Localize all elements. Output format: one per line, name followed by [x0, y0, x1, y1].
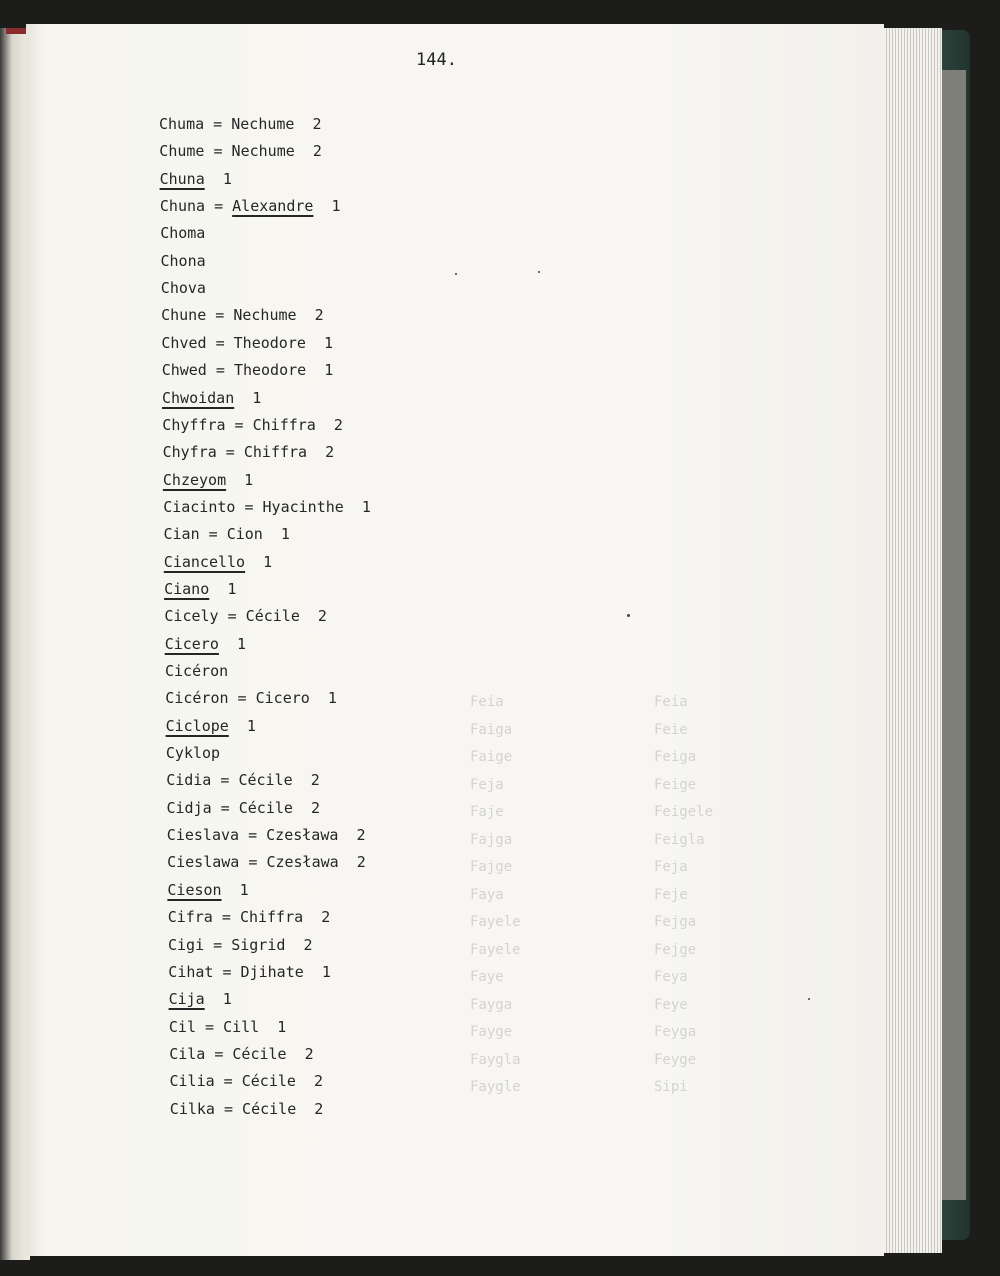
entry-name: Ciano [164, 579, 210, 598]
entry-count: 1 [246, 716, 256, 735]
index-entry [160, 223, 205, 243]
entry-equivalent: Chiffra [243, 443, 308, 462]
bleed-through-word: Faje [470, 804, 504, 820]
entry-count: 2 [314, 1072, 324, 1091]
ink-speck [808, 998, 810, 1000]
entry-equivalent: Nechume [233, 306, 297, 325]
entry-count: 1 [327, 689, 337, 708]
entry-name: Cicero [164, 634, 219, 653]
index-entry: Cifra = Chiffra 2 [167, 908, 331, 927]
entry-name: Chume [159, 142, 205, 161]
entry-name: Cilia [169, 1072, 215, 1091]
entry-equivalent: Hyacinthe [262, 497, 344, 516]
entry-count: 2 [314, 306, 324, 325]
bleed-through-word: Feja [654, 859, 688, 875]
bleed-through-word: Feye [654, 996, 688, 1013]
entry-equivalent: Nechume [231, 115, 295, 133]
entry-count: 2 [304, 1044, 314, 1063]
index-entry: Cian = Cion 1 [163, 525, 290, 544]
index-entry: Cigi = Sigrid 2 [168, 935, 313, 954]
index-entry [162, 388, 261, 408]
index-entry: Chwed = Theodore 1 [161, 361, 334, 380]
entry-count: 1 [361, 497, 371, 516]
index-entry: Chuna = Alexandre 1 [159, 197, 341, 216]
entry-name: Cieson [167, 880, 222, 899]
bleed-through-word: Fejga [654, 914, 697, 930]
bleed-through-word: Feyge [654, 1051, 697, 1068]
entry-name: Chune [161, 306, 207, 325]
bleed-through-word: Fejge [654, 941, 697, 958]
entry-equivalent: Theodore [233, 333, 306, 352]
index-entry [160, 169, 232, 189]
entry-name: Chyffra [162, 415, 226, 434]
index-entry: Cihat = Djihate 1 [168, 962, 331, 981]
bleed-through-word: Faiga [470, 721, 513, 738]
entry-count: 1 [244, 470, 254, 489]
index-entry: Chyffra = Chiffra 2 [162, 415, 343, 434]
index-entry: Cieslawa = Czesława 2 [167, 853, 366, 872]
entry-count: 1 [222, 169, 232, 188]
entry-name: Cicely [164, 607, 219, 626]
index-entry: Cidja = Cécile 2 [166, 798, 321, 817]
entry-equivalent: Alexandre [232, 197, 314, 216]
entry-name: Cidja [166, 798, 212, 817]
index-entry [166, 716, 256, 736]
index-entry: Ciacinto = Hyacinthe 1 [163, 497, 371, 516]
page-number: 144. [416, 50, 457, 70]
bleed-through-word: Sipi [654, 1079, 688, 1095]
index-entry [166, 743, 220, 763]
entry-name: Cifra [167, 908, 213, 927]
entry-count: 2 [312, 142, 322, 161]
ink-speck [538, 271, 540, 273]
entry-count: 2 [314, 1099, 324, 1118]
bleed-through-word: Fajge [470, 859, 513, 875]
index-entry: Cieslava = Czesława 2 [166, 826, 366, 845]
index-entry: Cilia = Cécile 2 [169, 1072, 324, 1091]
entry-count: 2 [356, 853, 366, 872]
entry-name: Chyfra [162, 443, 217, 462]
entry-name: Chwed [161, 361, 207, 380]
index-entry: Cicely = Cécile 2 [164, 607, 327, 626]
bleed-through-word: Fayge [470, 1024, 513, 1040]
index-entry: Cidia = Cécile 2 [166, 771, 320, 790]
entry-name: Cicéron [165, 689, 229, 708]
index-entry [161, 278, 206, 298]
entry-equivalent: Nechume [231, 142, 295, 161]
index-entry [167, 880, 248, 900]
entry-count: 1 [252, 388, 262, 407]
entry-name: Chuna [159, 169, 205, 188]
index-entry: Chved = Theodore 1 [161, 333, 333, 352]
index-entry [164, 579, 236, 599]
entry-count: 2 [333, 415, 343, 434]
entry-equivalent: Chiffra [239, 908, 304, 927]
entry-name: Chved [161, 333, 207, 352]
entry-name: Cian [163, 525, 200, 544]
bleed-through-word: Faya [470, 886, 504, 903]
index-entry: Cila = Cécile 2 [169, 1044, 314, 1063]
entry-name: Chuma [159, 115, 205, 133]
entry-name: Cidia [166, 771, 212, 790]
index-entry [163, 470, 253, 490]
bleed-through-word: Faygla [470, 1051, 521, 1068]
bleed-through-word: Feja [470, 776, 504, 793]
index-entry [161, 251, 206, 271]
entry-count: 1 [323, 333, 333, 352]
index-entry: Cicéron = Cicero 1 [165, 689, 337, 708]
ink-speck [455, 273, 457, 275]
entry-count: 2 [311, 798, 321, 817]
bleed-through-word: Feigla [654, 831, 705, 848]
entry-count: 2 [356, 826, 366, 845]
bleed-through-word: Feya [654, 969, 688, 985]
entry-equivalent: Czesława [266, 853, 339, 872]
entry-equivalent: Chiffra [252, 415, 316, 434]
entry-equivalent: Cécile [245, 607, 300, 626]
entry-name: Ciacinto [163, 497, 236, 516]
bleed-through-word: Fajga [470, 831, 513, 848]
entry-equivalent: Cill [223, 1017, 260, 1036]
bleed-through-word: Feige [654, 776, 697, 793]
entry-count: 2 [303, 935, 313, 954]
bleed-through-word: Feiga [654, 749, 697, 765]
bleed-through-word: Fayga [470, 996, 513, 1013]
entry-count: 2 [321, 908, 331, 927]
entry-name: Cieslawa [167, 853, 240, 872]
entry-name: Cihat [168, 962, 214, 981]
entry-equivalent: Sigrid [231, 935, 286, 954]
index-entry [165, 634, 246, 654]
bleed-through-word: Faye [470, 969, 504, 985]
index-entry [169, 989, 232, 1009]
entry-name: Chzeyom [162, 470, 227, 489]
index-entry: Chyfra = Chiffra 2 [162, 443, 335, 462]
entry-equivalent: Czesława [266, 826, 339, 845]
entry-name: Cicéron [165, 662, 229, 680]
index-entry: Chuma = Nechume 2 [159, 115, 322, 133]
entry-equivalent: Cécile [241, 1072, 296, 1091]
entry-equivalent: Cécile [232, 1044, 287, 1063]
index-entry: Cil = Cill 1 [168, 1017, 287, 1036]
entry-equivalent: Cécile [238, 771, 293, 790]
index-entry: Chume = Nechume 2 [159, 142, 322, 161]
entry-name: Cija [168, 990, 205, 1009]
entry-name: Chona [160, 251, 206, 270]
index-entry [165, 661, 228, 681]
bleed-through-word: Feje [654, 886, 688, 903]
bleed-through-word: Fayele [470, 914, 521, 930]
bleed-through-word: Fayele [470, 941, 521, 958]
entry-equivalent: Cécile [242, 1099, 297, 1118]
entry-count: 1 [321, 962, 331, 981]
entry-name: Chuna [159, 197, 206, 216]
entry-count: 1 [222, 990, 232, 1009]
entry-name: Cieslava [166, 826, 240, 845]
entry-name: Chova [160, 279, 206, 298]
entry-count: 2 [325, 443, 335, 462]
entry-name: Cil [168, 1017, 196, 1036]
entry-count: 1 [277, 1017, 287, 1036]
entry-count: 2 [317, 607, 327, 626]
entry-name: Chwoidan [162, 388, 235, 407]
bleed-through-word: Feyga [654, 1024, 697, 1040]
entry-equivalent: Cicero [255, 689, 310, 708]
bleed-through-word: Feia [470, 694, 504, 710]
entry-equivalent: Cécile [238, 798, 293, 817]
entry-count: 1 [263, 552, 273, 571]
bleed-through-word: Feia [654, 694, 688, 710]
entry-count: 2 [312, 115, 322, 133]
entry-count: 1 [324, 361, 334, 380]
entry-name: Cilka [169, 1099, 215, 1118]
entry-equivalent: Djihate [240, 962, 304, 981]
entry-count: 1 [280, 525, 290, 544]
entry-count: 1 [236, 634, 246, 653]
entry-name: Choma [160, 224, 206, 243]
entry-name: Cila [169, 1044, 206, 1063]
entry-name: Ciclope [165, 716, 229, 735]
bleed-through-word: Faygle [470, 1079, 521, 1095]
entry-equivalent: Theodore [233, 361, 307, 380]
entry-count: 1 [239, 880, 249, 899]
ink-speck [627, 614, 630, 617]
bleed-through-word: Faige [470, 749, 513, 765]
entry-equivalent: Cion [226, 525, 263, 544]
entry-count: 1 [227, 579, 237, 598]
index-entry: Chune = Nechume 2 [161, 306, 324, 325]
entry-name: Ciancello [163, 552, 246, 571]
index-entry [164, 552, 272, 572]
bleed-through-word: Feie [654, 721, 688, 738]
bleed-through-word: Feigele [654, 804, 714, 820]
entry-name: Cigi [168, 935, 205, 954]
entry-name: Cyklop [165, 744, 221, 763]
index-entry: Cilka = Cécile 2 [169, 1099, 324, 1118]
entry-count: 1 [331, 197, 341, 216]
entry-count: 2 [310, 771, 320, 790]
